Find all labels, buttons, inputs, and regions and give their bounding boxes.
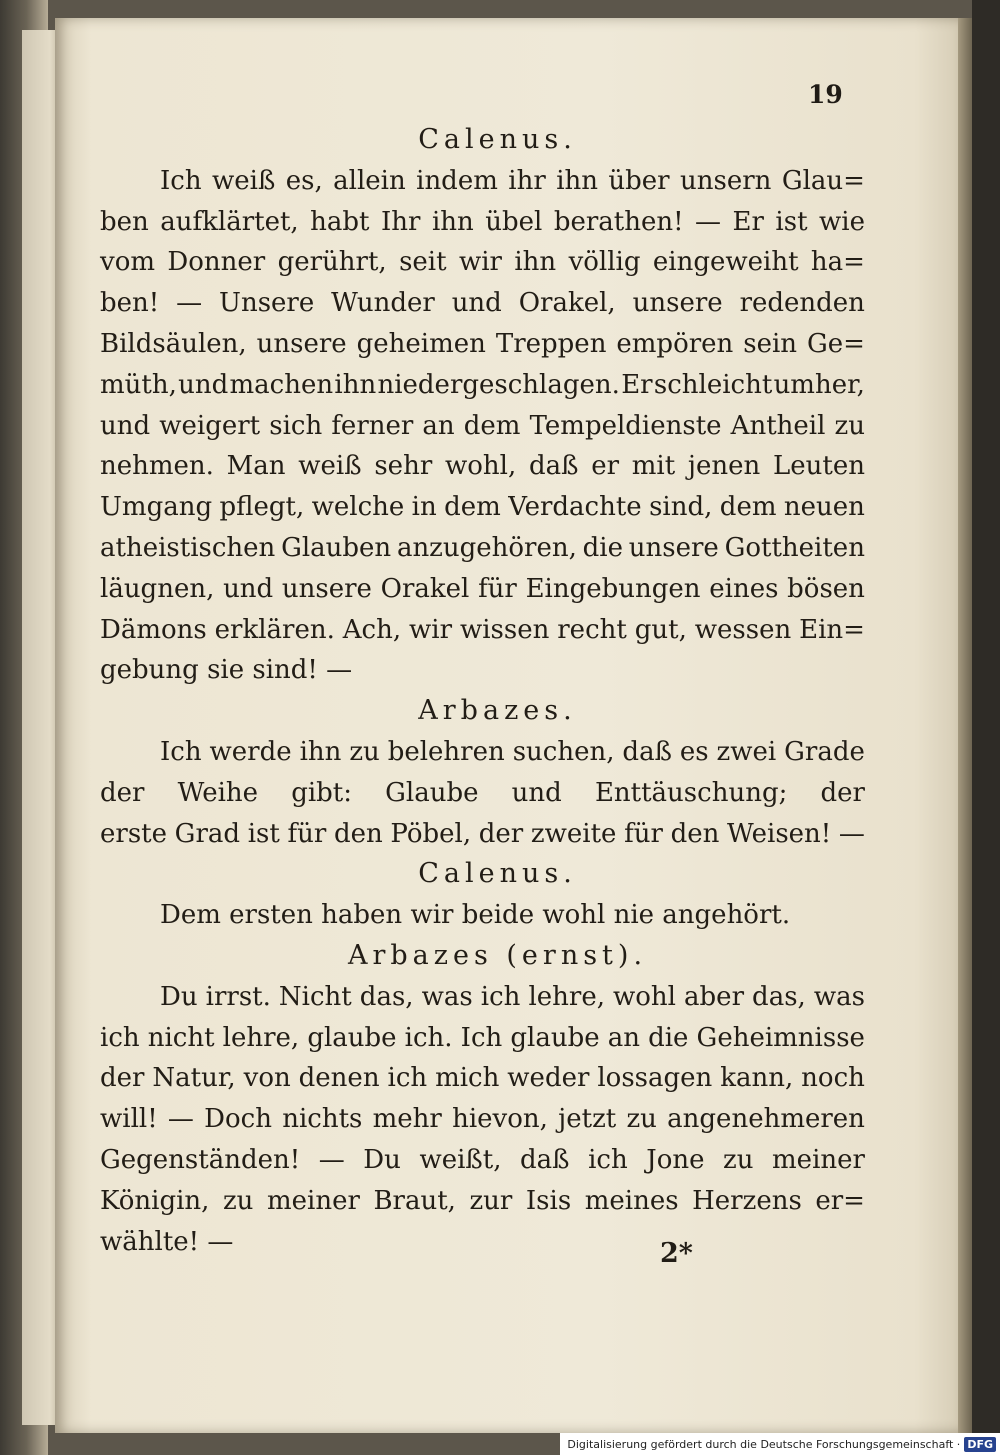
text-line: Ich weiß es, allein indem ihr ihn über unsern Glau= (160, 165, 865, 196)
text-line: läugnen, und unsere Orakel für Eingebungen eines bösen (100, 573, 865, 604)
speaker-name: Calenus. (418, 858, 577, 890)
text-line: nehmen. Man weiß sehr wohl, daß er mit jenen Leuten (100, 451, 865, 482)
text-line: der Weihe gibt: Glaube und Enttäuschung; der (100, 777, 865, 808)
text-line: gebung sie sind! — (100, 655, 353, 686)
speaker-name: Calenus. (418, 124, 577, 155)
text-line: der Natur, von denen ich mich weder lossagen kann, noch (100, 1063, 865, 1094)
text-line: atheistischen Glauben anzugehören, die unsere Gottheiten (100, 532, 865, 563)
text-line: erste Grad ist für den Pöbel, der zweite für den Weisen! — (100, 818, 865, 849)
text-line: wählte! — (100, 1226, 234, 1257)
text-line: Dem ersten haben wir beide wohl nie angehört. (160, 900, 791, 931)
text-line: Gegenständen! — Du weißt, daß ich Jone zu meiner (100, 1144, 865, 1175)
text-line: ben aufklärtet, habt Ihr ihn übel berathen! — Er ist wie (100, 206, 865, 237)
page-number: 19 (808, 80, 843, 109)
funding-notice: Digitalisierung gefördert durch die Deutsche Forschungsgemeinschaft · (567, 1437, 961, 1451)
speaker-name: Arbazes. (418, 695, 577, 727)
page-text (100, 120, 865, 1262)
dfg-logo: DFG (964, 1437, 996, 1452)
text-line: Königin, zu meiner Braut, zur Isis meines Herzens er= (100, 1185, 865, 1216)
text-line: Dämons erklären. Ach, wir wissen recht gut, wessen Ein= (100, 614, 865, 645)
text-line: Bildsäulen, unsere geheimen Treppen empören sein Ge= (100, 328, 865, 359)
text-line: ich nicht lehre, glaube ich. Ich glaube an die Geheimnisse (100, 1022, 865, 1053)
page-stack-edge (958, 18, 972, 1433)
text-line: müth, und machen ihn niedergeschlagen. Er schleicht umher, (100, 369, 865, 400)
text-line: Du irrst. Nicht das, was ich lehre, wohl aber das, was (160, 981, 865, 1012)
text-line: und weigert sich ferner an dem Tempeldienste Antheil zu (100, 410, 865, 441)
text-line: Ich werde ihn zu belehren suchen, daß es zwei Grade (160, 736, 865, 767)
text-line: vom Donner gerührt, seit wir ihn völlig eingeweiht ha= (100, 247, 865, 278)
text-line: Umgang pflegt, welche in dem Verdachte sind, dem neuen (100, 492, 865, 523)
digitization-footer (560, 1433, 1000, 1455)
speaker-name: Arbazes (ernst). (347, 939, 648, 971)
text-line: will! — Doch nichts mehr hievon, jetzt zu angenehmeren (100, 1104, 865, 1135)
printer-signature: 2* (660, 1238, 693, 1269)
background-right (972, 0, 1000, 1455)
text-line: ben! — Unsere Wunder und Orakel, unsere redenden (100, 288, 865, 319)
